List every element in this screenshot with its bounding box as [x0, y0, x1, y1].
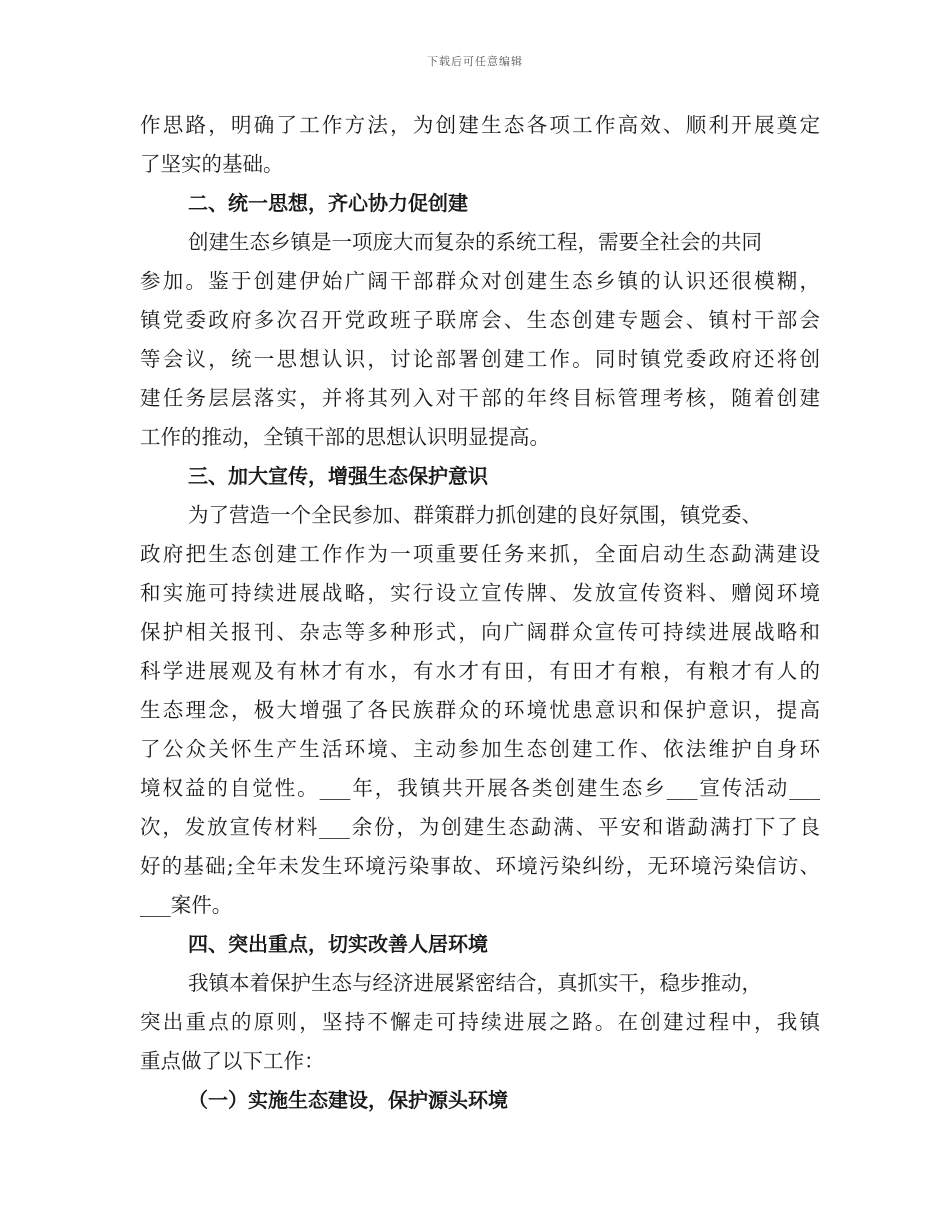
paragraph-line: 镇党委政府多次召开党政班子联席会、生态创建专题会、镇村干部会 — [140, 308, 820, 332]
paragraph-line: 境权益的自觉性。___年，我镇共开展各类创建生态乡___宣传活动___ — [140, 776, 820, 800]
paragraph-line: 参加。鉴于创建伊始广阔干部群众对创建生态乡镇的认识还很模糊， — [140, 269, 820, 293]
paragraph-line: 重点做了以下工作： — [140, 1049, 325, 1073]
paragraph-line: 和实施可持续进展战略，实行设立宣传牌、发放宣传资料、赠阅环境 — [140, 581, 820, 605]
paragraph-line: 政府把生态创建工作作为一项重要任务来抓，全面启动生态勐满建设 — [140, 542, 820, 566]
paragraph-line: ___案件。 — [140, 893, 233, 917]
paragraph-line: 创建生态乡镇是一项庞大而复杂的系统工程，需要全社会的共同 — [188, 230, 762, 254]
paragraph-line: 等会议，统一思想认识，讨论部署创建工作。同时镇党委政府还将创 — [140, 347, 820, 371]
paragraph-line: 保护相关报刊、杂志等多种形式，向广阔群众宣传可持续进展战略和 — [140, 620, 820, 644]
paragraph-line: 好的基础;全年未发生环境污染事故、环境污染纠纷，无环境污染信访、 — [140, 854, 820, 878]
paragraph-line: 建任务层层落实，并将其列入对干部的年终目标管理考核，随着创建 — [140, 386, 820, 410]
paragraph-line: 突出重点的原则，坚持不懈走可持续进展之路。在创建过程中，我镇 — [140, 1010, 820, 1034]
paragraph-line: 了坚实的基础。 — [140, 152, 284, 176]
subsection-heading-1: （一）实施生态建设，保护源头环境 — [188, 1088, 508, 1112]
paragraph-line: 次，发放宣传材料___余份，为创建生态勐满、平安和谐勐满打下了良 — [140, 815, 820, 839]
section-heading-2: 二、统一思想，齐心协力促创建 — [188, 191, 468, 215]
paragraph-line: 了公众关怀生产生活环境、主动参加生态创建工作、依法维护自身环 — [140, 737, 820, 761]
paragraph-line: 科学进展观及有林才有水，有水才有田，有田才有粮，有粮才有人的 — [140, 659, 820, 683]
document-body — [140, 106, 820, 1120]
paragraph-line: 我镇本着保护生态与经济进展紧密结合，真抓实干，稳步推动， — [188, 971, 762, 995]
page-header-note: 下载后可任意编辑 — [427, 55, 523, 68]
section-heading-3: 三、加大宣传，增强生态保护意识 — [188, 464, 488, 488]
section-heading-4: 四、突出重点，切实改善人居环境 — [188, 932, 488, 956]
paragraph-line: 为了营造一个全民参加、群策群力抓创建的良好氛围，镇党委、 — [188, 503, 762, 527]
paragraph-line: 工作的推动，全镇干部的思想认识明显提高。 — [140, 425, 550, 449]
paragraph-line: 作思路，明确了工作方法，为创建生态各项工作高效、顺利开展奠定 — [140, 113, 820, 137]
paragraph-line: 生态理念，极大增强了各民族群众的环境忧患意识和保护意识，提高 — [140, 698, 820, 722]
